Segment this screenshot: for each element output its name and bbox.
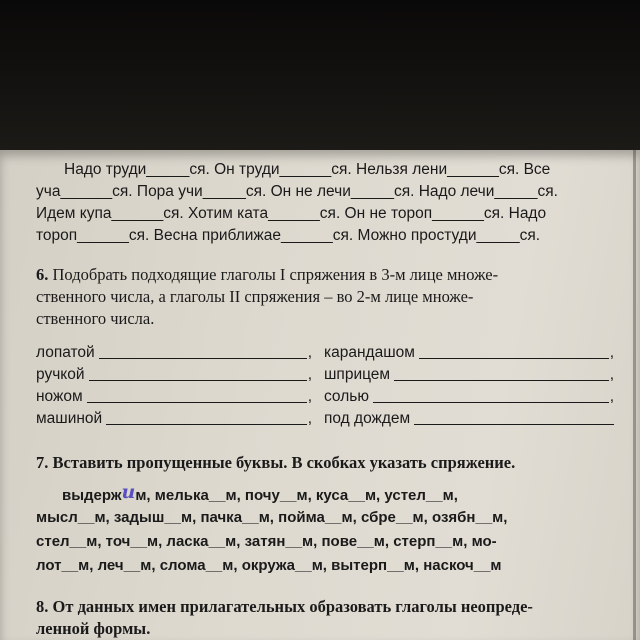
ex8-title-text-1: От данных имен прилагательных образовать глаголы неопреде- [52,597,533,616]
ex5-line-3: Идем купа______ся. Хотим ката______ся. Он не тороп______ся. Надо [36,205,547,222]
ex6-answer-blank[interactable] [414,424,614,425]
ex5-line-2: уча______ся. Пора учи_____ся. Он не лечи_____ся. Надо лечи_____ся. [36,183,558,200]
ex8-number: 8. [36,597,49,616]
ex7-line-4: лот__м, леч__м, слома__м, окружа__м, вытерп__м, наскоч__м [36,557,502,574]
ex7-number: 7. [36,453,49,472]
ex6-answer-row-right [324,364,614,384]
ex6-answer-row-left [36,364,312,384]
ex6-comma: , [307,388,312,405]
ex6-answer-blank[interactable] [99,358,307,359]
ex6-comma: , [609,366,614,383]
ex5-line-1: Надо труди_____ся. Он труди______ся. Нельзя лени______ся. Все [64,161,551,178]
dark-background [0,0,640,150]
ex8-title-line-2: ленной формы. [36,619,151,638]
ex6-label-karandashom: карандашом [324,344,415,361]
ex6-answer-blank[interactable] [106,424,306,425]
ex6-answer-blank[interactable] [394,380,609,381]
ex7-title [36,452,626,473]
ex5-line-4: тороп______ся. Весна приближае______ся. Можно простуди_____ся. [36,227,541,244]
ex7-title-text: Вставить пропущенные буквы. В скобках указать спряжение. [52,453,516,472]
ex6-title-line-1 [36,264,626,285]
ex6-answer-blank[interactable] [89,380,307,381]
ex6-answer-blank[interactable] [373,402,609,403]
ex7-line-2: мысл__м, задыш__м, пачка__м, пойма__м, сбре__м, озябн__м, [36,509,508,526]
ex6-label-solyu: солью [324,388,369,405]
book-binding-edge [633,150,636,640]
ex6-comma: , [307,344,312,361]
ex6-label-ruchkoy: ручкой [36,366,85,383]
ex6-answer-row-right [324,342,614,362]
ex6-title-line-3: ственного числа. [36,309,155,328]
ex6-number: 6. [36,265,49,284]
ex6-comma: , [307,410,312,427]
ex6-answer-row-right [324,386,614,406]
ex7-line-1-rest: м, мелька__м, почу__м, куса__м, устел__м, [135,487,458,504]
ex8-title-line-1 [36,596,626,617]
ex6-title-text-1: Подобрать подходящие глаголы I спряжения в 3-м лице множе- [52,265,499,284]
ex6-answer-row-left [36,342,312,362]
workbook-page [0,150,640,640]
ex6-answer-row-right [324,408,614,428]
ex6-answer-blank[interactable] [87,402,307,403]
ex6-comma: , [609,388,614,405]
handwritten-letter: и [121,481,136,503]
ex7-line-1 [62,481,630,506]
ex6-comma: , [609,344,614,361]
ex6-label-nozhom: ножом [36,388,83,405]
ex6-label-lopatoy: лопатой [36,344,95,361]
ex6-label-mashinoy: машиной [36,410,103,427]
ex6-answer-blank[interactable] [419,358,609,359]
ex7-word-start: выдерж [62,487,122,504]
ex7-line-3: стел__м, точ__м, ласка__м, затян__м, пове__м, стерп__м, мо- [36,533,497,550]
ex6-title-line-2: ственного числа, а глаголы II спряжения – во 2-м лице множе- [36,287,474,306]
ex6-label-shpritsem: шприцем [324,366,391,383]
ex6-answer-row-left [36,408,312,428]
ex6-label-pod-dozhdem: под дождем [324,410,411,427]
ex6-answer-row-left [36,386,312,406]
ex6-comma: , [307,366,312,383]
